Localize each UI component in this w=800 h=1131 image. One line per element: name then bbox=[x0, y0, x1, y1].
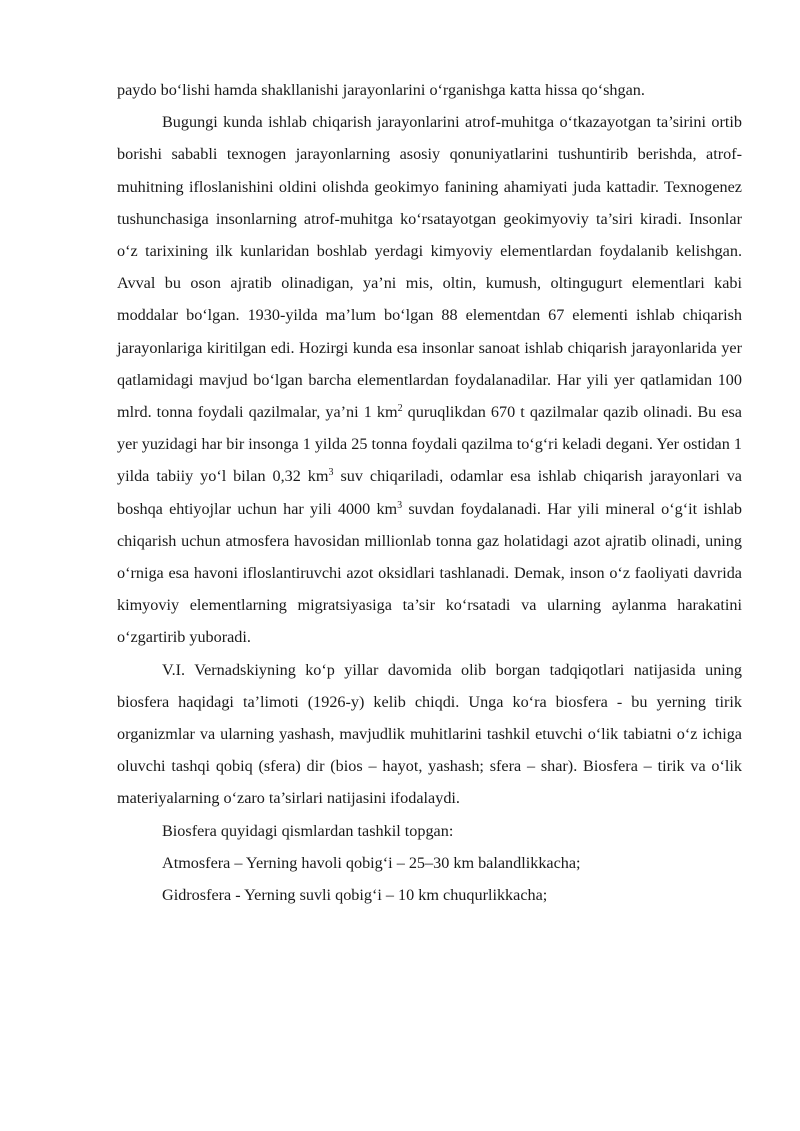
paragraph bbox=[117, 106, 742, 653]
superscript: 2 bbox=[397, 403, 403, 415]
text-run: paydo bo‘lishi hamda shakllanishi jarayonlarini o‘rganishga katta hissa qo‘shgan. bbox=[117, 81, 645, 99]
text-run: Atmosfera – Yerning havoli qobig‘i – 25–30 km balandlikkacha; bbox=[162, 853, 581, 872]
superscript: 3 bbox=[328, 467, 334, 479]
text-run: Biosfera quyidagi qismlardan tashkil topgan: bbox=[162, 821, 454, 840]
text-run: quruqlikdan 670 t qazilmalar qazib olinadi. Bu esa yer yuzidagi har bir insonga 1 yilda 25 tonna foydali qazilma to‘g‘ri keladi degani. Yer ostidan 1 yilda tabiiy yo‘l bilan 0,32 km bbox=[117, 403, 742, 486]
text-run: Gidrosfera - Yerning suvli qobig‘i – 10 km chuqurlikkacha; bbox=[162, 886, 548, 905]
superscript: 3 bbox=[397, 499, 403, 511]
list-line bbox=[117, 847, 742, 879]
text-run: V.I. Vernadskiyning ko‘p yillar davomida olib borgan tadqiqotlari natijasida uning biosfera haqidagi ta’limoti (1926-y) kelib chiqdi. Unga ko‘ra biosfera - bu yerning tirik organizmlar va ularning yashash, mavjudlik muhitlarini tashkil etuvchi o‘lik tabiatni o‘z ichiga oluvchi tashqi qobiq (sfera) dir (bios – hayot, yashash; sfera – shar). Biosfera – tirik va o‘lik materiyalarning o‘zaro ta’sirlari natijasini ifodalaydi. bbox=[117, 660, 742, 808]
paragraph bbox=[117, 74, 742, 106]
list-line bbox=[117, 815, 742, 847]
document-body bbox=[117, 74, 742, 911]
text-run: suvdan foydalanadi. Har yili mineral o‘g‘it ishlab chiqarish uchun atmosfera havosidan millionlab tonna gaz holatidagi azot ajratib olinadi, uning o‘rniga esa havoni ifloslantiruvchi azot oksidlari tashlanadi. Demak, inson o‘z faoliyati davrida kimyoviy elementlarning migratsiyasiga ta’sir ko‘rsatadi va ularning aylanma harakatini o‘zgartirib yuboradi. bbox=[117, 499, 742, 647]
text-run: suv chiqariladi, odamlar esa ishlab chiqarish jarayonlari va boshqa ehtiyojlar uchun har yili 4000 km bbox=[117, 467, 742, 518]
paragraph bbox=[117, 654, 742, 815]
text-run: Bugungi kunda ishlab chiqarish jarayonlarini atrof-muhitga o‘tkazayotgan ta’sirini ortib borishi sababli texnogen jarayonlarning asosiy qonuniyatlarini tushuntirib berishda, atrof-muhitning ifloslanishini oldini olishda geokimyo fanining ahamiyati juda kattadir. Texnogenez tushunchasiga insonlarning atrof-muhitga ko‘rsatayotgan geokimyoviy ta’siri kiradi. Insonlar o‘z tarixining ilk kunlaridan boshlab yerdagi kimyoviy elementlardan foydalanib kelishgan. Avval bu oson ajratib olinadigan, ya’ni mis, oltin, kumush, oltingugurt elementlari kabi moddalar bo‘lgan. 1930-yilda ma’lum bo‘lgan 88 elementdan 67 elementi ishlab chiqarish jarayonlariga kiritilgan edi. Hozirgi kunda esa insonlar sanoat ishlab chiqarish jarayonlarida yer qatlamidagi mavjud bo‘lgan barcha elementlardan foydalanadilar. Har yili yer qatlamidan 100 mlrd. tonna foydali qazilmalar, ya’ni 1 km bbox=[117, 113, 742, 422]
list-line bbox=[117, 879, 742, 911]
